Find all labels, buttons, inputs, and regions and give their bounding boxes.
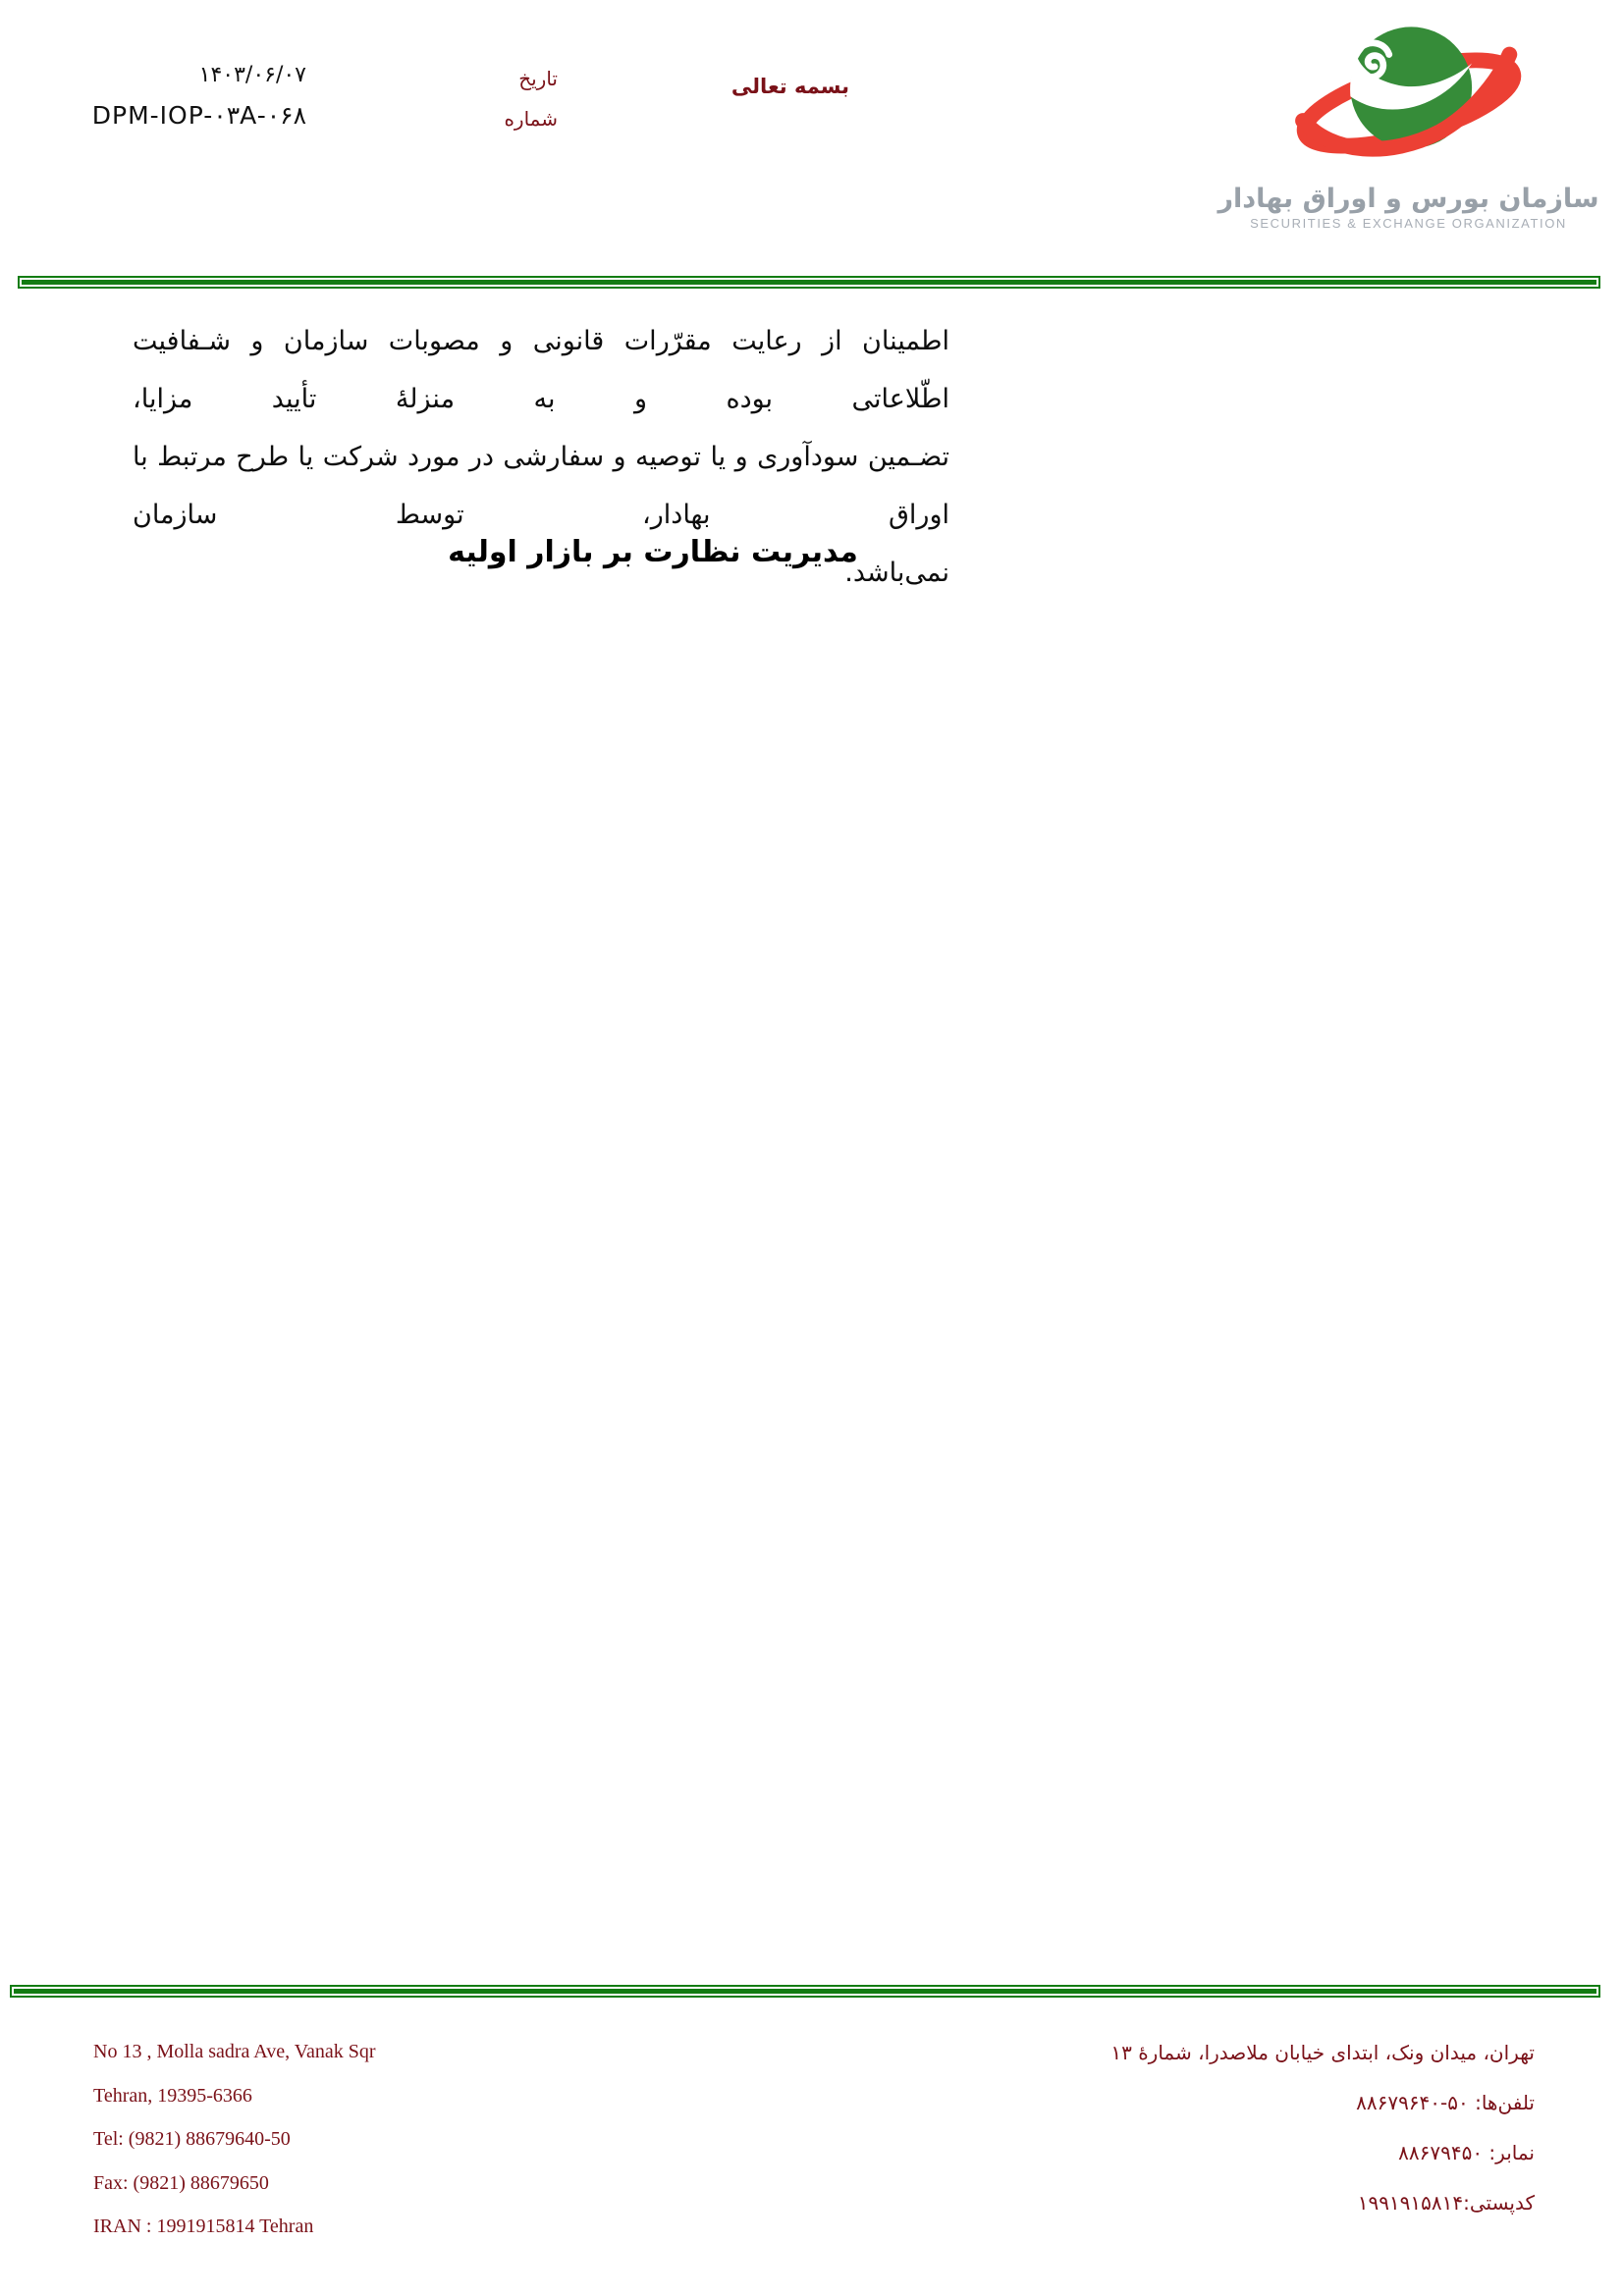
footer-line-street-fa: تهران، میدان ونک، ابتدای خیابان ملاصدرا، شمارۀ ۱۳: [1110, 2041, 1535, 2064]
top-separator-inner-line: [20, 278, 1598, 287]
signature-department: مدیریت نظارت بر بازار اولیه: [448, 535, 858, 569]
footer-line-city-en: Tehran, 19395-6366: [93, 2084, 252, 2107]
date-label: تاریخ: [518, 67, 558, 90]
besmellah-heading: بسمه تعالی: [730, 75, 850, 98]
body-line: نمی‌باشد.: [844, 558, 949, 588]
organization-name-en: SECURITIES & EXCHANGE ORGANIZATION: [1250, 216, 1567, 231]
footer-address-fa: [1031, 2028, 1535, 2228]
organization-name-fa: سازمان بورس و اوراق بهادار: [1217, 184, 1599, 214]
bottom-separator-band: [10, 1985, 1600, 1998]
number-label: شماره: [504, 107, 558, 131]
footer-line-fax-fa: نمابر: ۸۸۶۷۹۴۵۰: [1398, 2141, 1535, 2164]
letter-date-value: ۱۴۰۳/۰۶/۰۷: [198, 63, 306, 87]
top-separator-band: [18, 276, 1600, 289]
footer-line-street-en: No 13 , Molla sadra Ave, Vanak Sqr: [93, 2041, 376, 2062]
body-line: اطمینان از رعایت مقرّرات قانونی و مصوبات سازمان و شـفافیت اطّلاعاتی بوده و به منزلۀ تأیید مزایا،: [133, 326, 949, 414]
bottom-separator-inner-line: [12, 1987, 1598, 1996]
body-line: تضـمین سودآوری و یا توصیه و سفارشی در مورد شرکت یا طرح مرتبط با اوراق بهادار، توسط سازمان: [133, 442, 949, 530]
footer-line-postal-en: IRAN : 1991915814 Tehran: [93, 2216, 314, 2237]
organization-logo: [1210, 6, 1607, 231]
footer-address-en: [93, 2030, 506, 2249]
letter-number-value: DPM-IOP-۰۳A-۰۶۸: [91, 101, 306, 130]
footer-line-fax-en: Fax: (9821) 88679650: [93, 2171, 269, 2194]
footer-line-tel-fa: تلفن‌ها: ۵۰-۸۸۶۷۹۶۴۰: [1356, 2091, 1535, 2114]
footer-line-tel-en: Tel: (9821) 88679640-50: [93, 2128, 291, 2150]
globe-swoosh-icon: [1262, 6, 1556, 183]
footer-line-postal-fa: کدپستی:۱۹۹۱۹۱۵۸۱۴: [1357, 2191, 1535, 2215]
